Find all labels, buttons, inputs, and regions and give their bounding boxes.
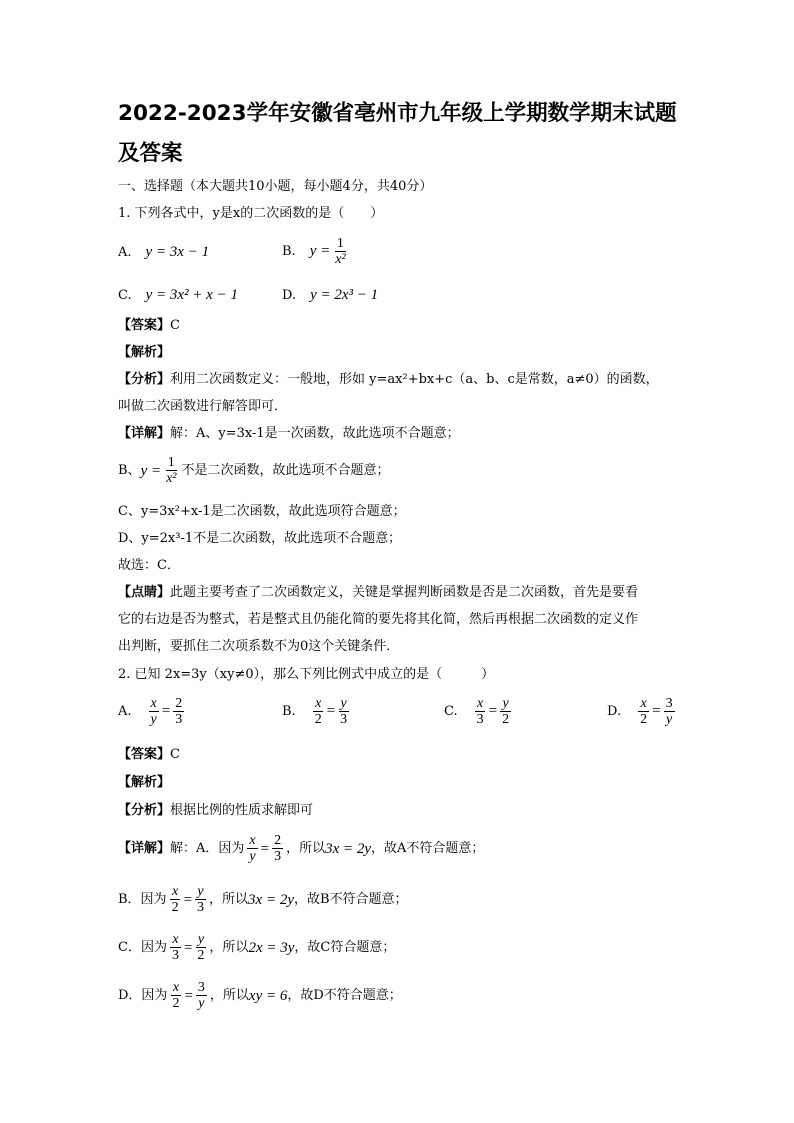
denominator: x² xyxy=(335,252,346,267)
fraction xyxy=(638,696,649,727)
detail-prefix: D．因为 xyxy=(118,987,168,1003)
detail-mid: ，所以 xyxy=(209,891,249,907)
q2-detail-c: C．因为 $\frac{x}{3}$ = $\frac{y}{2}$ ，所以 2x = 3y ，故C符合题意； xyxy=(118,932,396,963)
detail-mid: ，所以 xyxy=(209,987,249,1003)
fraction xyxy=(164,455,178,486)
document-title: 2022-2023学年安徽省亳州市九年级上学期数学期末试题及答案 xyxy=(118,101,677,166)
math-expression: xy = 6 xyxy=(248,987,288,1004)
q2-detail-b: B．因为 $\frac{x}{2}$ = $\frac{y}{3}$ ，所以 3x = 2y ，故B不符合题意； xyxy=(118,884,408,915)
fenxi-tag: 【分析】 xyxy=(118,803,171,818)
q1-analysis-tag: 【解析】 xyxy=(118,345,171,360)
numerator: x xyxy=(315,696,322,711)
option-label: A. xyxy=(118,704,132,719)
numerator: y xyxy=(340,696,347,711)
answer-value: C xyxy=(170,747,180,762)
denominator: 3 xyxy=(175,712,183,727)
option-label: B. xyxy=(282,244,296,259)
denominator: 2 xyxy=(502,712,510,727)
denominator: 2 xyxy=(197,948,205,963)
numerator: 3 xyxy=(197,980,205,995)
math-expression: y = 3x² + x − 1 xyxy=(145,287,238,303)
q1-option-c xyxy=(118,287,238,304)
q1-dianjing xyxy=(118,584,638,602)
detail-tag: 【详解】 xyxy=(118,426,171,441)
denominator: 3 xyxy=(197,900,205,915)
numerator: y xyxy=(197,884,204,899)
fraction xyxy=(170,884,181,915)
q1-option-b xyxy=(282,236,351,267)
fraction xyxy=(170,980,181,1011)
option-label: B. xyxy=(282,704,296,719)
fraction xyxy=(475,696,486,727)
answer-value: C xyxy=(170,318,180,333)
q1-detail-b xyxy=(118,455,390,486)
fraction xyxy=(149,696,159,727)
q1-fenxi xyxy=(118,371,659,389)
numerator: x xyxy=(477,696,484,711)
q2-analysis-tag: 【解析】 xyxy=(118,775,171,790)
numerator: x xyxy=(172,932,179,947)
q1-dianjing-cont-1: 它的右边是否为整式，若是整式且仍能化简的要先将其化简，然后再根据二次函数的定义作 xyxy=(118,612,639,627)
fraction xyxy=(272,833,283,864)
q1-dianjing-cont-2: 出判断，要抓住二次项系数不为0这个关键条件． xyxy=(118,639,400,654)
fraction xyxy=(500,696,511,727)
q2-detail-d: D．因为 $\frac{x}{2}$ = $\frac{3}{y}$ ，所以 xy = 6 ，故D不符合题意； xyxy=(118,980,402,1011)
numerator: y xyxy=(197,932,205,947)
q1-stem: 1. 下列各式中，y是x的二次函数的是（ ） xyxy=(118,206,384,221)
math-expression: 3x = 2y xyxy=(325,840,372,857)
denominator: y xyxy=(249,849,256,864)
fenxi-text: 利用二次函数定义：一般地，形如 y=ax²+bx+c（a、b、c是常数，a≠0）的函数， xyxy=(170,372,659,387)
q1-fenxi-cont: 叫做二次函数进行解答即可． xyxy=(118,399,288,414)
detail-end: ，故C符合题意； xyxy=(294,939,396,955)
fraction xyxy=(338,696,349,727)
denominator: 2 xyxy=(314,712,322,727)
option-label: D. xyxy=(607,704,622,719)
dianjing-tag: 【点睛】 xyxy=(118,585,171,600)
detail-suffix: 不是二次函数，故此选项不合题意； xyxy=(181,462,390,478)
detail-prefix: B、 xyxy=(118,462,141,478)
detail-tag: 【详解】 xyxy=(118,840,171,856)
dianjing-text: 此题主要考查了二次函数定义，关键是掌握判断函数是否是二次函数，首先是要看 xyxy=(170,585,639,600)
answer-tag: 【答案】 xyxy=(118,747,171,762)
detail-text: 解：A、y=3x-1是一次函数，故此选项不合题意； xyxy=(170,426,460,441)
q1-choose: 故选：C． xyxy=(118,558,180,573)
detail-prefix: B．因为 xyxy=(118,891,167,907)
q2-option-b: B. $\frac{x}{2}$ = $\frac{y}{3}$ xyxy=(282,696,348,727)
q1-option-d xyxy=(282,287,378,304)
answer-tag: 【答案】 xyxy=(118,318,171,333)
math-expression: y = 3x − 1 xyxy=(145,244,210,260)
detail-end: ，故A不符合题意； xyxy=(371,840,485,856)
denominator: y xyxy=(665,712,673,727)
fraction xyxy=(173,696,184,727)
option-label: A. xyxy=(118,245,132,260)
denominator: 3 xyxy=(340,712,348,727)
numerator: x xyxy=(640,696,647,711)
denominator: 2 xyxy=(172,996,180,1011)
q2-detail-a: 【详解】 解：A．因为 $\frac{x}{y}$ = $\frac{2}{3}$ ，所以 3x = 2y ，故A不符合题意； xyxy=(118,833,485,864)
math-expression: 2x = 3y xyxy=(248,939,295,956)
denominator: y xyxy=(198,996,205,1011)
numerator: x xyxy=(172,980,180,995)
numerator: 1 xyxy=(336,236,344,251)
fraction xyxy=(196,980,207,1011)
section-heading: 一、选择题（本大题共10小题，每小题4分，共40分） xyxy=(118,179,433,194)
detail-end: ，故D不符合题意； xyxy=(287,987,402,1003)
fenxi-tag: 【分析】 xyxy=(118,372,171,387)
option-label: C. xyxy=(444,704,458,719)
fraction xyxy=(247,833,257,864)
fraction xyxy=(333,236,347,267)
numerator: 2 xyxy=(274,833,282,848)
q1-option-a xyxy=(118,244,209,261)
q2-stem: 2. 已知 2x=3y（xy≠0），那么下列比例式中成立的是（ ） xyxy=(118,667,495,682)
detail-end: ，故B不符合题意； xyxy=(293,891,408,907)
denominator: y xyxy=(150,712,157,727)
fraction xyxy=(170,932,181,963)
q2-option-a: A. $\frac{x}{y}$ = $\frac{2}{3}$ xyxy=(118,696,183,727)
q1-detail-d: D、y=2x³-1不是二次函数，故此选项不合题意； xyxy=(118,531,402,546)
q2-option-c: C. $\frac{x}{3}$ = $\frac{y}{2}$ xyxy=(444,696,510,727)
denominator: 2 xyxy=(640,712,648,727)
numerator: x xyxy=(171,884,179,899)
math-expression: 3x = 2y xyxy=(248,891,294,908)
numerator: y xyxy=(502,696,509,711)
numerator: x xyxy=(150,696,157,711)
denominator: 3 xyxy=(476,712,484,727)
denominator: 3 xyxy=(274,849,282,864)
math-expression: y = 2x³ − 1 xyxy=(310,287,379,303)
fenxi-text: 根据比例的性质求解即可 xyxy=(170,803,314,818)
numerator: x xyxy=(249,833,256,848)
q1-answer xyxy=(118,317,180,335)
denominator: 2 xyxy=(171,900,179,915)
q1-detail-c: C、y=3x²+x-1是二次函数，故此选项符合题意； xyxy=(118,504,406,519)
denominator: 3 xyxy=(171,948,179,963)
fraction xyxy=(195,884,206,915)
fraction xyxy=(664,696,675,727)
numerator: 1 xyxy=(167,455,175,470)
q2-fenxi xyxy=(118,802,313,820)
detail-prefix: C．因为 xyxy=(118,939,167,955)
q2-option-d: D. $\frac{x}{2}$ = $\frac{3}{y}$ xyxy=(607,696,673,727)
detail-mid: ，所以 xyxy=(286,840,326,856)
q1-detail-a xyxy=(118,425,460,443)
option-label: C. xyxy=(118,288,132,303)
numerator: 3 xyxy=(665,696,673,711)
option-label: D. xyxy=(282,288,297,303)
q2-answer xyxy=(118,746,180,764)
detail-prefix: 解：A．因为 xyxy=(170,840,245,856)
math-expression: y = xyxy=(140,462,162,479)
denominator: x² xyxy=(166,471,177,486)
fraction xyxy=(313,696,324,727)
numerator: 2 xyxy=(175,696,183,711)
math-expression: y = xyxy=(309,243,331,259)
fraction xyxy=(195,932,206,963)
detail-mid: ，所以 xyxy=(209,939,249,955)
